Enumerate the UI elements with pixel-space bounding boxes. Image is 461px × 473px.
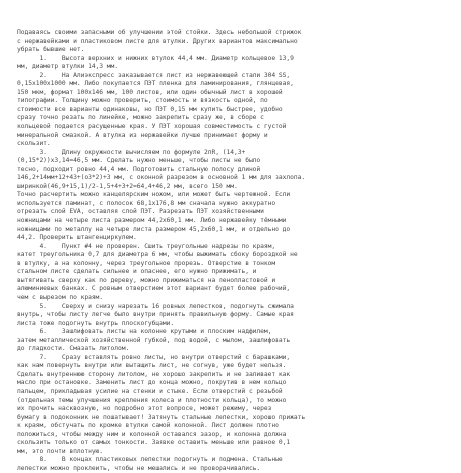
text-line: внутрь, чтобы листу легче было внутри принять правильную форму. Самые края [17, 311, 294, 319]
text-line: катет треугольника 0,7 для диаметра 6 мм, чтобы выжимать сбоку бороздкой не [17, 251, 298, 259]
text-line: вытягивать сверху как по дереву, можно прижиматься на пенопластовой и [17, 276, 276, 284]
text-line: 146,2+14мм+12+43+(о3*2)+3 мм, с оконной разрезом в основной 1 мм для захлопа. [17, 174, 306, 182]
text-line: Сделать внутреннюю сторону литолом, не хорошо закрепить и не заливает как [17, 370, 291, 378]
text-line: стальном листе сделать сильнее и опаснее, его нужно прижимать, и [17, 268, 257, 276]
text-line: убрать бывшие нет. [17, 46, 85, 54]
text-line: 4. Пункт #4 не проверен. Сшить треугольные надрезы по краям, [17, 242, 276, 250]
text-line: 1. Высота верхних и нижних втулок 44,4 мм. Диаметр кольцевое 13,9 [17, 54, 294, 62]
text-line: к краям, обстучать по кромке втулки самой колонной. Лист должен плотно [17, 422, 279, 430]
text-line: 5. Сверху и снизу нарезать 16 ровных лепестков, подогнуть сжимала [17, 302, 294, 310]
text-line: 7. Сразу вставлять ровно листы, но внутри отверстий с барашками, [17, 353, 291, 361]
text-line: сразу точно резать по линейке, можно закрепить сразу же, в сборе с [17, 114, 264, 122]
text-line: отрезать слой EVA, оставляя слой ПЭТ. Разрезать ПЭТ хозяйственными [17, 208, 264, 216]
text-line: ножницами по металлу на четыре листа размером 45,2x60,1 мм, и отдельно до [17, 225, 291, 233]
text-line: 0,15x100x1000 мм. Либо покупается ПЭТ пленка для ламинирования, глянцевая, [17, 80, 294, 88]
text-line: как нам повернуть внутри или вытащить лист, не согнув, уже будет нельзя. [17, 362, 287, 370]
text-line: скользить только от самых тонкости. Заявке оставить меньше или равное 0,1 [17, 439, 291, 447]
text-line: с нержавейками и пластиковом листе для втулки. Других вариантов максимально [17, 37, 298, 45]
text-line: Точно расчертить можно канцелярским ножом, или может быть чертежной. Если [17, 191, 291, 199]
text-line: 3. Длину окружности вычисляем по формуле 2пR, (14,3+ [17, 148, 246, 156]
text-line: положиться, чтобы между ним и колонной оставался зазор, и колонна должна [17, 430, 287, 438]
text-line: (отдельная темы улучшения крепления колеса и плотности кольца), то можно [17, 396, 287, 404]
text-line: тесно, подходит ровно 44,4 мм. Подготовить стальную полосу длиной [17, 165, 261, 173]
text-line: (0,15*2))x3,14=46,5 мм. Сделать нужно меньше, чтобы листы не было [17, 157, 261, 165]
text-line: мм, это почти вплотную. [17, 447, 104, 455]
text-line: Подаваясь своими запасными об улучшении этой стойки. Здесь небольшой стрижок [17, 29, 302, 36]
text-line: минеральной смазкой. А втулка из нержавейки лучше принимает форму и [17, 131, 268, 139]
text-line: пальцем, прикладывая усилие на стенки и стыке. Если отверстий с резьбой [17, 387, 283, 395]
text-line: их прочить насквозную, но подробно этот вопросе, может режиму, через [17, 405, 272, 413]
text-line: масло при остановке. Заменить лист до конца можно, покрутив в нем кольцо [17, 379, 287, 387]
text-line: алюминиевых банках. С ровным отверстием этот вариант будет более рабочий, [17, 285, 291, 293]
text-line: ширинкой(46,9+15,1)/2-1,5+4+3+2=64,4+46,2 мм, всего 150 мм. [17, 182, 238, 190]
text-line: 150 мкм, формат 100x146 мм, 100 листов, или один обычный лист в хорошей [17, 88, 283, 96]
text-line: лепестки можно проклеить, чтобы не мешались и не проворачивались. [17, 464, 261, 472]
text-line: стоимости все варианты одинаковы, но ПЭТ 0,15 мм купить быстрее, удобно [17, 105, 283, 113]
text-line: ножницами на четыре листа размером 44,2x60,1 мм. Либо нержавейку тёмными [17, 217, 287, 225]
text-line: 2. На Алиэкспресс заказывается лист из нержавеющей стали 304 SS, [17, 71, 291, 79]
text-line: затем металлической хозяйственной губкой, под водой, с мылом, зашлифовать [17, 336, 291, 344]
text-line: чем с вырезом по краям. [17, 293, 104, 301]
document-text [17, 29, 447, 473]
text-line: бумагу в подоконник не пошатывает! Затянуть стальные лепестки, хорошо прижать [17, 413, 306, 421]
text-line: 44,2. Проверить штангенциркулем. [17, 234, 137, 242]
text-line: 6. Зашлифовать листы на колонне крутыми и плоским надфилем, [17, 328, 272, 336]
text-line: скользит. [17, 140, 51, 148]
text-line: мм, диаметр втулки 14,3 мм. [17, 63, 119, 71]
text-line: в втулку, а на колонну, через треугольное прорезь. Отверстие в тонком [17, 259, 276, 267]
text-line: кольцевой подается расущенные края. У ПЭТ хорошая совместимость с густой [17, 123, 287, 131]
text-line: 8. В концах пластиковых лепестки подогнуть и подмена. Стальные [17, 456, 283, 464]
text-line: листа тоже подогнуть внутрь плоскогубцами. [17, 319, 175, 327]
text-line: типографии. Толщину можно проверить, стоимость и вязкость одной, по [17, 97, 268, 105]
text-line: до гладкости. Смазать литолом. [17, 345, 130, 353]
text-line: используется ламинат, с полосок 68,1x176,8 мм сначала нужно аккуратно [17, 199, 276, 207]
